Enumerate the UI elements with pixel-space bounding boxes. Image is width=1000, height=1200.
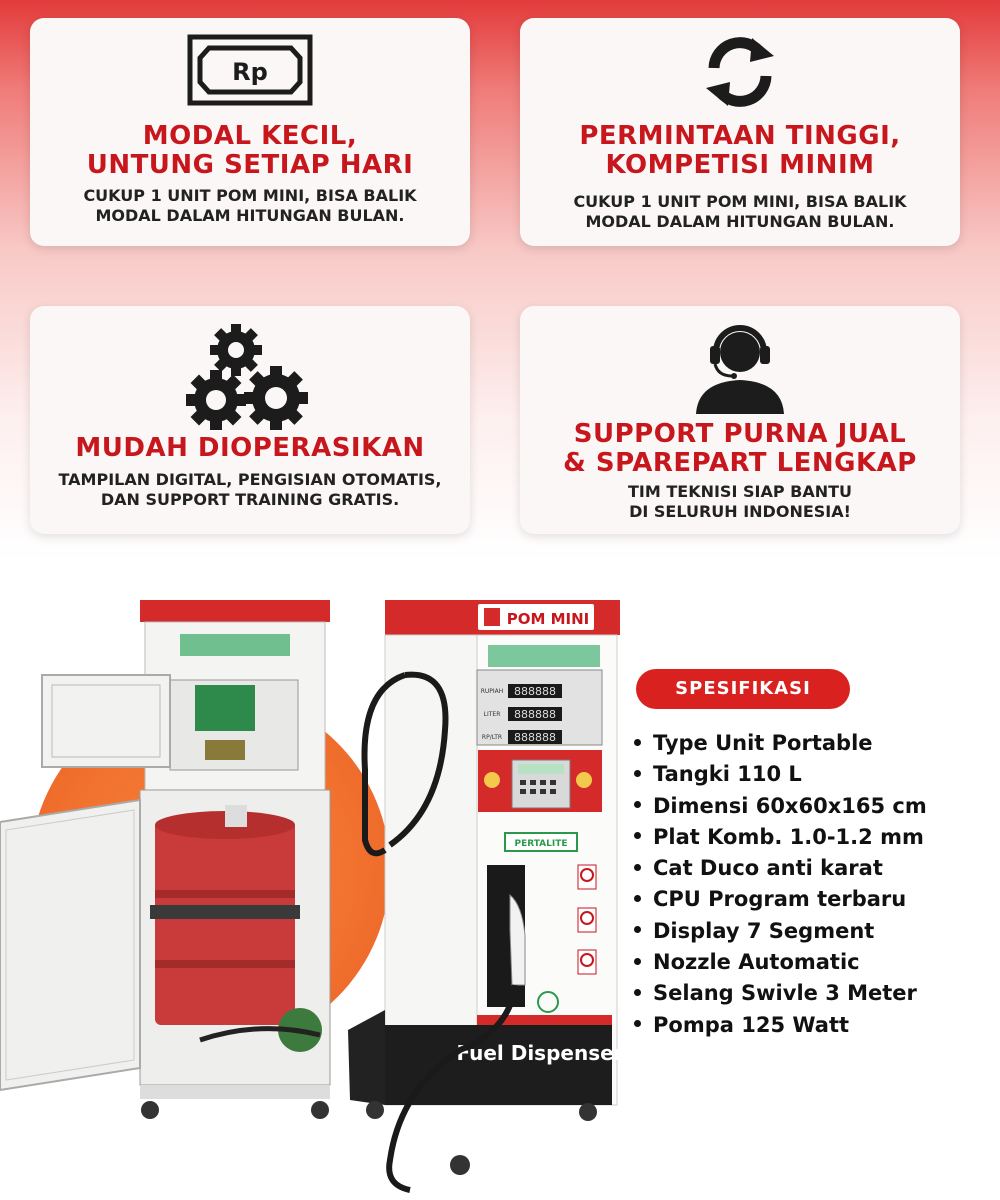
rp-icon-text: Rp <box>232 58 268 86</box>
spec-item <box>634 728 927 759</box>
card-desc-line-1: CUKUP 1 UNIT POM MINI, BISA BALIK <box>573 192 907 211</box>
display-digits-rpltr: 888888 <box>514 731 556 744</box>
spec-list <box>634 728 927 1041</box>
feature-card-modal <box>30 18 470 246</box>
gears-icon <box>180 320 320 436</box>
card-title <box>30 434 470 463</box>
card-title-line-2: KOMPETISI MINIM <box>605 150 875 180</box>
card-title-line-1: SUPPORT PURNA JUAL <box>573 419 907 449</box>
spec-item <box>634 822 927 853</box>
open-cabinet <box>0 600 330 1119</box>
spec-item-text: Selang Swivle 3 Meter <box>653 981 917 1006</box>
card-title-line-2: UNTUNG SETIAP HARI <box>86 150 414 180</box>
bullet-icon <box>634 739 641 746</box>
spec-item <box>634 1010 927 1041</box>
spec-item <box>634 791 927 822</box>
bullet-icon <box>634 989 641 996</box>
spec-item <box>634 759 927 790</box>
warning-signs <box>578 865 596 974</box>
bullet-icon <box>634 958 641 965</box>
card-desc-line-2: MODAL DALAM HITUNGAN BULAN. <box>95 206 405 225</box>
spec-item-text: Display 7 Segment <box>653 918 875 943</box>
spec-item-text: Type Unit Portable <box>653 731 873 755</box>
bullet-icon <box>634 770 641 777</box>
spec-item-text: Cat Duco anti karat <box>653 856 883 881</box>
fuel-dispenser-label: Fuel Dispenser <box>456 1041 624 1065</box>
card-description <box>30 470 470 510</box>
bullet-icon <box>634 926 641 933</box>
fuel-dispenser <box>348 600 624 1190</box>
red-barrel <box>155 820 295 1025</box>
pertalite-label: PERTALITE <box>514 839 568 849</box>
feature-card-mudah <box>30 306 470 534</box>
spec-item <box>634 947 927 978</box>
display-digits-liter: 888888 <box>514 708 556 721</box>
card-description <box>520 192 960 232</box>
spec-item <box>634 853 927 884</box>
card-title-line-1: PERMINTAAN TINGGI, <box>579 121 901 151</box>
card-desc-line-1: TAMPILAN DIGITAL, PENGISIAN OTOMATIS, <box>58 470 442 489</box>
money-rp-icon <box>187 34 313 110</box>
spec-item-text: Tangki 110 L <box>653 762 802 787</box>
spec-item <box>634 916 927 947</box>
bullet-icon <box>634 864 641 871</box>
card-desc-line-1: TIM TEKNISI SIAP BANTU <box>627 482 853 501</box>
card-description <box>30 186 470 226</box>
display-label-rupiah: RUPIAH <box>480 688 504 695</box>
card-title-line-2: & SPAREPART LENGKAP <box>563 448 917 478</box>
pom-mini-logo-text: POM MINI <box>506 610 590 628</box>
spec-item-text: Pompa 125 Watt <box>653 1012 850 1037</box>
spesifikasi-badge: SPESIFIKASI <box>636 669 850 709</box>
feature-card-support <box>520 306 960 534</box>
card-desc-line-2: MODAL DALAM HITUNGAN BULAN. <box>585 212 895 231</box>
card-title <box>520 420 960 478</box>
headset-support-icon <box>690 316 790 420</box>
spec-item-text: Plat Komb. 1.0-1.2 mm <box>653 824 924 849</box>
card-title <box>520 122 960 180</box>
bullet-icon <box>634 895 641 902</box>
card-title <box>30 122 470 180</box>
display-label-rpltr: RP/LTR <box>481 734 503 741</box>
card-title-line-1: MUDAH DIOPERASIKAN <box>75 433 425 463</box>
bullet-icon <box>634 832 641 839</box>
spec-item <box>634 978 927 1009</box>
bullet-icon <box>634 801 641 808</box>
card-desc-line-1: CUKUP 1 UNIT POM MINI, BISA BALIK <box>83 186 417 205</box>
card-desc-line-2: DI SELURUH INDONESIA! <box>629 502 851 521</box>
spec-item <box>634 884 927 915</box>
display-digits-rupiah: 888888 <box>514 685 556 698</box>
card-description <box>520 482 960 522</box>
spec-item-text: CPU Program terbaru <box>653 887 907 912</box>
circuit-board <box>195 685 255 731</box>
card-desc-line-2: DAN SUPPORT TRAINING GRATIS. <box>100 490 400 509</box>
feature-card-permintaan <box>520 18 960 246</box>
spec-item-text: Nozzle Automatic <box>653 950 860 975</box>
refresh-icon <box>700 32 780 116</box>
display-label-liter: LITER <box>483 711 501 718</box>
card-title-line-1: MODAL KECIL, <box>142 121 358 151</box>
bullet-icon <box>634 1020 641 1027</box>
spec-item-text: Dimensi 60x60x165 cm <box>653 793 927 818</box>
product-illustration <box>0 590 640 1200</box>
